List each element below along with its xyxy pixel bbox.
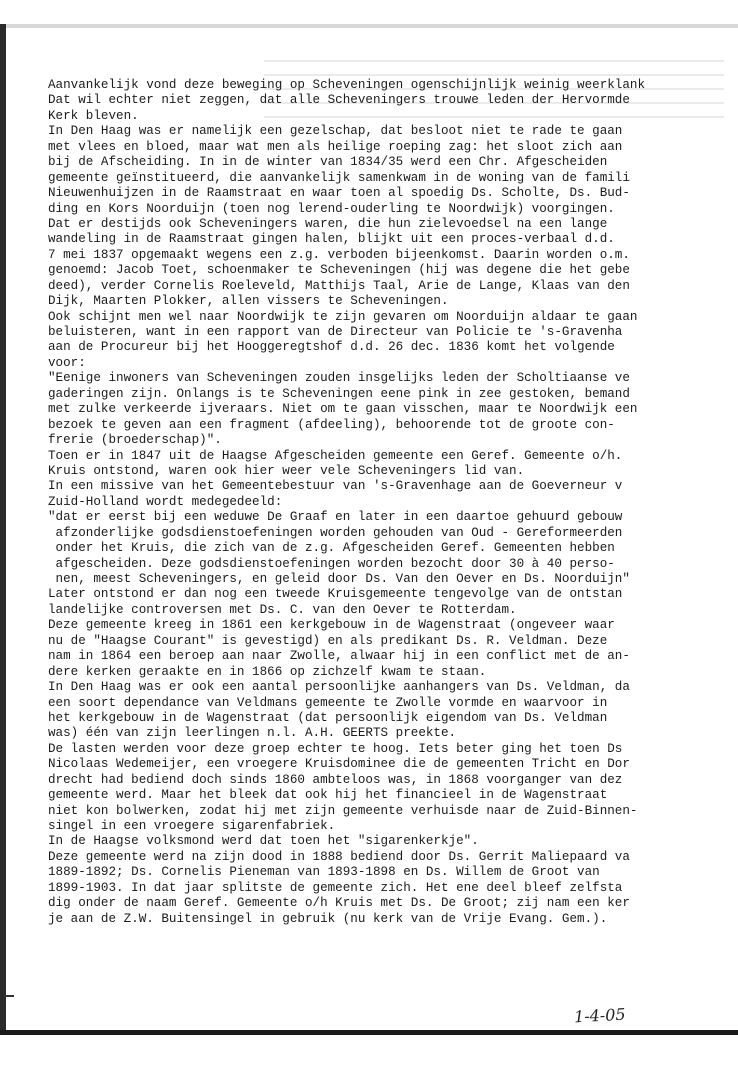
text-line: gemeente werd. Maar het bleek dat ook hij het financieel in de Wagenstraat xyxy=(48,788,608,803)
text-line: je aan de Z.W. Buitensingel in gebruik (nu kerk van de Vrije Evang. Gem.). xyxy=(48,911,608,926)
text-line: afgescheiden. Deze godsdienstoefeningen worden bezocht door 30 à 40 perso- xyxy=(48,556,615,571)
text-line: Kruis ontstond, waren ook hier weer vele Scheveningers lid van. xyxy=(48,463,525,478)
text-line: In Den Haag was er ook een aantal persoonlijke aanhangers van Ds. Veldman, da xyxy=(48,680,630,695)
text-line: In de Haagse volksmond werd dat toen het "sigarenkerkje". xyxy=(48,834,479,849)
text-line: "Eenige inwoners van Scheveningen zouden insgelijks leden der Scholtiaanse ve xyxy=(48,371,630,386)
text-line: onder het Kruis, die zich van de z.g. Afgescheiden Geref. Gemeenten hebben xyxy=(48,541,615,556)
text-line: Toen er in 1847 uit de Haagse Afgescheiden gemeente een Geref. Gemeente o/h. xyxy=(48,448,623,463)
text-line: Dat er destijds ook Scheveningers waren, die hun zielevoedsel na een lange xyxy=(48,216,608,231)
text-line: landelijke controversen met Ds. C. van den Oever te Rotterdam. xyxy=(48,602,517,617)
text-line: Dat wil echter niet zeggen, dat alle Scheveningers trouwe leden der Hervormde xyxy=(48,93,630,108)
text-line: bezoek te geven aan een fragment (afdeeling), behoorende tot de groote con- xyxy=(48,417,615,432)
text-line: ding en Kors Noorduijn (toen nog lerend-ouderling te Noordwijk) voorgingen. xyxy=(48,201,615,216)
text-line: Later ontstond er dan nog een tweede Kruisgemeente tengevolge van de ontstan xyxy=(48,587,623,602)
text-line: drecht had bediend doch sinds 1860 ambteloos was, in 1868 voorganger van dez xyxy=(48,772,623,787)
text-line: In Den Haag was er namelijk een gezelschap, dat besloot niet te rade te gaan xyxy=(48,124,623,139)
text-line: beluisteren, want in een rapport van de Directeur van Policie te 's-Gravenha xyxy=(48,325,623,339)
text-line: 1899-1903. In dat jaar splitste de gemeente zich. Het ene deel bleef zelfsta xyxy=(48,880,623,895)
text-line: met zulke verkeerde ijveraars. Niet om te gaan visschen, maar te Noordwijk een xyxy=(48,402,638,417)
text-line: Nicolaas Wedemeijer, een vroegere Kruisdominee die de gemeenten Tricht en Dor xyxy=(48,757,630,772)
text-line: In een missive van het Gemeentebestuur van 's-Gravenhage aan de Goeverneur v xyxy=(48,479,623,494)
text-line: nam in 1864 een beroep aan naar Zwolle, alwaar hij in een conflict met de an- xyxy=(48,649,630,664)
scan-bottom-edge xyxy=(0,1030,738,1035)
text-line: aan de Procureur bij het Hooggeregtshof d.d. 26 dec. 1836 komt het volgende xyxy=(48,340,615,355)
text-line: Zuid-Holland wordt medegedeeld: xyxy=(48,494,283,509)
text-line: wandeling in de Raamstraat gingen halen, blijkt uit een proces-verbaal d.d. xyxy=(48,232,615,247)
text-line: nen, meest Scheveningers, en geleid door Ds. Van den Oever en Ds. Noorduijn" xyxy=(48,572,630,586)
text-line: 1889-1892; Ds. Cornelis Pieneman van 1893-1898 en Ds. Willem de Groot van xyxy=(48,865,600,880)
scan-left-edge xyxy=(0,24,6,1034)
text-line: Dijk, Maarten Plokker, allen vissers te Scheveningen. xyxy=(48,294,449,309)
text-line: het kerkgebouw in de Wagenstraat (dat persoonlijk eigendom van Ds. Veldman xyxy=(48,710,608,725)
text-line: De lasten werden voor deze groep echter te hoog. Iets beter ging het toen Ds xyxy=(48,741,623,756)
text-line: frerie (broederschap)". xyxy=(48,433,222,448)
text-line: "dat er eerst bij een weduwe De Graaf en later in een daartoe gehuurd gebouw xyxy=(48,510,623,525)
handwritten-date: 1-4-05 xyxy=(573,1004,626,1027)
text-line: dig onder de naam Geref. Gemeente o/h Kruis met Ds. De Groot; zij nam een ker xyxy=(48,896,630,911)
text-line: Ook schijnt men wel naar Noordwijk te zijn gevaren om Noorduijn aldaar te gaan xyxy=(48,309,638,324)
text-line: deed), verder Cornelis Roeleveld, Matthijs Taal, Arie de Lange, Klaas van den xyxy=(48,278,630,293)
text-line: afzonderlijke godsdienstoefeningen worden gehouden van Oud - Gereformeerden xyxy=(48,525,623,540)
text-line: een soort dependance van Veldmans gemeente te Zwolle vormde en waarvoor in xyxy=(48,695,608,710)
text-line: gemeente geïnstitueerd, die aanvankelijk samenkwam in de woning van de famili xyxy=(48,170,630,185)
text-line: singel in een vroegere sigarenfabriek. xyxy=(48,819,336,833)
text-line: niet kon bolwerken, zodat hij met zijn gemeente verhuisde naar de Zuid-Binnen- xyxy=(48,803,638,818)
scan-top-edge xyxy=(0,24,738,28)
typewritten-body xyxy=(48,78,732,1028)
text-line: bij de Afscheiding. In in de winter van 1834/35 werd een Chr. Afgescheiden xyxy=(48,155,608,170)
text-line: Deze gemeente kreeg in 1861 een kerkgebouw in de Wagenstraat (ongeveer waar xyxy=(48,618,615,633)
text-line: Deze gemeente werd na zijn dood in 1888 bediend door Ds. Gerrit Maliepaard va xyxy=(48,849,630,864)
text-line: Kerk bleven. xyxy=(48,108,139,123)
text-line: 7 mei 1837 opgemaakt wegens een z.g. verboden bijeenkomst. Daarin worden o.m. xyxy=(48,247,630,262)
margin-mark xyxy=(4,995,14,997)
text-line: voor: xyxy=(48,355,86,370)
text-line: dere kerken geraakte en in 1866 op zichzelf kwam te staan. xyxy=(48,664,487,679)
text-line: Nieuwenhuijzen in de Raamstraat en waar toen al spoedig Ds. Scholte, Ds. Bud- xyxy=(48,186,630,201)
text-line: gaderingen zijn. Onlangs is te Scheveningen eene pink in zee gestoken, bemand xyxy=(48,386,630,401)
text-line: was) één van zijn leerlingen n.l. A.H. GEERTS preekte. xyxy=(48,726,457,741)
text-line: genoemd: Jacob Toet, schoenmaker te Scheveningen (hij was degene die het gebe xyxy=(48,263,630,278)
text-line: Aanvankelijk vond deze beweging op Scheveningen ogenschijnlijk weinig weerklank xyxy=(48,78,646,92)
text-line: met vlees en bloed, maar wat men als heilige roeping zag: het sloot zich aan xyxy=(48,139,623,154)
text-line: nu de "Haagse Courant" is gevestigd) en als predikant Ds. R. Veldman. Deze xyxy=(48,633,608,648)
